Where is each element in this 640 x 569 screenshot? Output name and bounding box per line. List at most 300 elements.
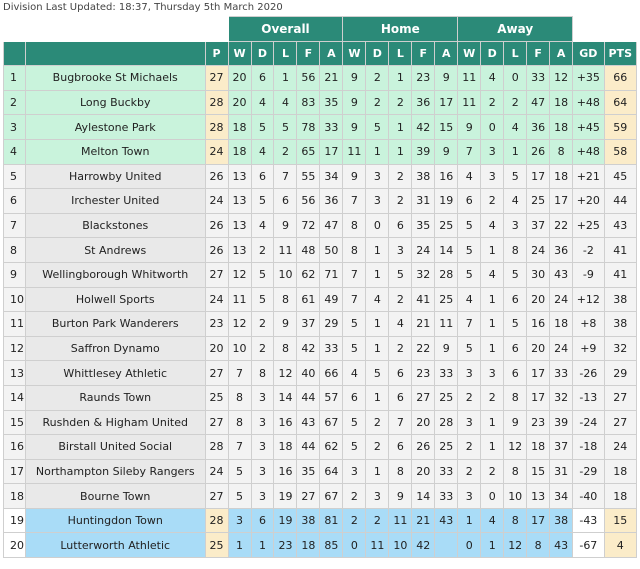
- position-cell: 7: [4, 213, 26, 238]
- col-header-away-f: F: [527, 41, 550, 66]
- away-l-cell: 6: [504, 361, 527, 386]
- home-f-cell: 20: [412, 459, 435, 484]
- away-d-cell: 4: [481, 66, 504, 91]
- home-l-cell: 9: [389, 484, 412, 509]
- overall-w-cell: 11: [228, 287, 251, 312]
- points-cell: 45: [604, 164, 637, 189]
- overall-f-cell: 44: [297, 385, 320, 410]
- home-f-cell: 24: [412, 238, 435, 263]
- table-row: [4, 139, 637, 164]
- overall-a-cell: 33: [320, 336, 343, 361]
- played-cell: 27: [205, 361, 228, 386]
- position-cell: 11: [4, 312, 26, 337]
- goal-difference-cell: -67: [573, 533, 604, 558]
- overall-f-cell: 35: [297, 459, 320, 484]
- points-cell: 29: [604, 361, 637, 386]
- goal-difference-cell: +45: [573, 115, 604, 140]
- goal-difference-cell: +48: [573, 90, 604, 115]
- points-cell: 24: [604, 435, 637, 460]
- overall-f-cell: 56: [297, 189, 320, 214]
- home-f-cell: 41: [412, 287, 435, 312]
- away-d-cell: 4: [481, 213, 504, 238]
- overall-d-cell: 2: [251, 336, 274, 361]
- played-cell: 27: [205, 484, 228, 509]
- home-w-cell: 7: [343, 262, 366, 287]
- home-f-cell: 35: [412, 213, 435, 238]
- points-cell: 18: [604, 484, 637, 509]
- overall-w-cell: 5: [228, 459, 251, 484]
- away-f-cell: 24: [527, 238, 550, 263]
- home-a-cell: [435, 533, 458, 558]
- goal-difference-cell: +21: [573, 164, 604, 189]
- overall-f-cell: 83: [297, 90, 320, 115]
- home-d-cell: 2: [366, 508, 389, 533]
- col-header-home-a: A: [435, 41, 458, 66]
- overall-f-cell: 61: [297, 287, 320, 312]
- away-f-cell: 17: [527, 508, 550, 533]
- home-d-cell: 5: [366, 115, 389, 140]
- home-f-cell: 21: [412, 312, 435, 337]
- away-d-cell: 2: [481, 459, 504, 484]
- overall-l-cell: 14: [274, 385, 297, 410]
- home-w-cell: 8: [343, 238, 366, 263]
- table-row: [4, 435, 637, 460]
- away-d-cell: 4: [481, 262, 504, 287]
- away-w-cell: 2: [458, 459, 481, 484]
- overall-l-cell: 1: [274, 66, 297, 91]
- position-cell: 18: [4, 484, 26, 509]
- col-header-overall-w: W: [228, 41, 251, 66]
- points-cell: 4: [604, 533, 637, 558]
- goal-difference-cell: -40: [573, 484, 604, 509]
- away-f-cell: 16: [527, 312, 550, 337]
- played-cell: 25: [205, 533, 228, 558]
- overall-d-cell: 5: [251, 262, 274, 287]
- played-cell: 23: [205, 312, 228, 337]
- home-f-cell: 22: [412, 336, 435, 361]
- position-cell: 8: [4, 238, 26, 263]
- away-d-cell: 1: [481, 287, 504, 312]
- col-header-overall-a: A: [320, 41, 343, 66]
- overall-f-cell: 37: [297, 312, 320, 337]
- played-cell: 28: [205, 435, 228, 460]
- away-w-cell: 2: [458, 385, 481, 410]
- overall-l-cell: 16: [274, 410, 297, 435]
- col-header-pos: [4, 41, 26, 66]
- home-f-cell: 23: [412, 361, 435, 386]
- home-a-cell: 25: [435, 213, 458, 238]
- home-l-cell: 1: [389, 139, 412, 164]
- position-cell: 9: [4, 262, 26, 287]
- played-cell: 24: [205, 287, 228, 312]
- played-cell: 27: [205, 410, 228, 435]
- away-f-cell: 23: [527, 410, 550, 435]
- col-header-home-f: F: [412, 41, 435, 66]
- home-d-cell: 2: [366, 66, 389, 91]
- away-l-cell: 1: [504, 139, 527, 164]
- col-header-away-w: W: [458, 41, 481, 66]
- team-name-cell: Saffron Dynamo: [25, 336, 205, 361]
- away-w-cell: 6: [458, 189, 481, 214]
- home-d-cell: 3: [366, 484, 389, 509]
- away-d-cell: 1: [481, 533, 504, 558]
- away-l-cell: 8: [504, 385, 527, 410]
- overall-a-cell: 64: [320, 459, 343, 484]
- away-d-cell: 0: [481, 115, 504, 140]
- overall-l-cell: 9: [274, 312, 297, 337]
- overall-a-cell: 62: [320, 435, 343, 460]
- overall-d-cell: 6: [251, 164, 274, 189]
- home-l-cell: 6: [389, 435, 412, 460]
- team-name-cell: Blackstones: [25, 213, 205, 238]
- table-row: [4, 262, 637, 287]
- overall-f-cell: 44: [297, 435, 320, 460]
- overall-l-cell: 23: [274, 533, 297, 558]
- team-name-cell: Huntingdon Town: [25, 508, 205, 533]
- away-w-cell: 7: [458, 139, 481, 164]
- home-a-cell: 25: [435, 435, 458, 460]
- position-cell: 4: [4, 139, 26, 164]
- overall-w-cell: 20: [228, 90, 251, 115]
- goal-difference-cell: +35: [573, 66, 604, 91]
- overall-f-cell: 18: [297, 533, 320, 558]
- away-a-cell: 39: [550, 410, 573, 435]
- table-row: [4, 533, 637, 558]
- overall-w-cell: 20: [228, 66, 251, 91]
- played-cell: 25: [205, 385, 228, 410]
- away-w-cell: 0: [458, 533, 481, 558]
- away-f-cell: 26: [527, 139, 550, 164]
- col-header-p: P: [205, 41, 228, 66]
- away-l-cell: 8: [504, 459, 527, 484]
- overall-l-cell: 19: [274, 508, 297, 533]
- played-cell: 28: [205, 90, 228, 115]
- overall-a-cell: 85: [320, 533, 343, 558]
- home-w-cell: 2: [343, 508, 366, 533]
- away-a-cell: 18: [550, 115, 573, 140]
- home-w-cell: 8: [343, 213, 366, 238]
- home-a-cell: 25: [435, 385, 458, 410]
- home-a-cell: 14: [435, 238, 458, 263]
- home-a-cell: 9: [435, 336, 458, 361]
- away-a-cell: 33: [550, 361, 573, 386]
- points-cell: 41: [604, 238, 637, 263]
- overall-l-cell: 4: [274, 90, 297, 115]
- home-l-cell: 3: [389, 238, 412, 263]
- home-f-cell: 39: [412, 139, 435, 164]
- points-cell: 18: [604, 459, 637, 484]
- overall-d-cell: 2: [251, 238, 274, 263]
- table-row: [4, 410, 637, 435]
- goal-difference-cell: -26: [573, 361, 604, 386]
- overall-l-cell: 8: [274, 287, 297, 312]
- goal-difference-cell: -13: [573, 385, 604, 410]
- played-cell: 27: [205, 66, 228, 91]
- home-d-cell: 1: [366, 238, 389, 263]
- home-a-cell: 33: [435, 361, 458, 386]
- away-l-cell: 12: [504, 533, 527, 558]
- overall-f-cell: 27: [297, 484, 320, 509]
- away-l-cell: 4: [504, 189, 527, 214]
- col-header-away-d: D: [481, 41, 504, 66]
- overall-a-cell: 50: [320, 238, 343, 263]
- points-cell: 27: [604, 385, 637, 410]
- played-cell: 24: [205, 189, 228, 214]
- overall-w-cell: 12: [228, 262, 251, 287]
- overall-l-cell: 2: [274, 139, 297, 164]
- group-header-away: Away: [458, 17, 573, 42]
- home-w-cell: 5: [343, 336, 366, 361]
- away-a-cell: 37: [550, 435, 573, 460]
- team-name-cell: Bugbrooke St Michaels: [25, 66, 205, 91]
- points-cell: 58: [604, 139, 637, 164]
- overall-d-cell: 6: [251, 508, 274, 533]
- points-cell: 38: [604, 312, 637, 337]
- team-name-cell: Lutterworth Athletic: [25, 533, 205, 558]
- overall-l-cell: 12: [274, 361, 297, 386]
- overall-a-cell: 49: [320, 287, 343, 312]
- goal-difference-cell: +20: [573, 189, 604, 214]
- away-w-cell: 5: [458, 262, 481, 287]
- overall-l-cell: 10: [274, 262, 297, 287]
- overall-d-cell: 4: [251, 139, 274, 164]
- group-header-blank-right: [573, 17, 637, 42]
- position-cell: 19: [4, 508, 26, 533]
- home-f-cell: 21: [412, 508, 435, 533]
- away-w-cell: 9: [458, 115, 481, 140]
- away-d-cell: 2: [481, 189, 504, 214]
- overall-d-cell: 4: [251, 90, 274, 115]
- points-cell: 41: [604, 262, 637, 287]
- home-w-cell: 9: [343, 90, 366, 115]
- overall-a-cell: 36: [320, 189, 343, 214]
- goal-difference-cell: -18: [573, 435, 604, 460]
- away-a-cell: 18: [550, 164, 573, 189]
- overall-d-cell: 8: [251, 361, 274, 386]
- goal-difference-cell: +25: [573, 213, 604, 238]
- goal-difference-cell: +12: [573, 287, 604, 312]
- away-f-cell: 17: [527, 361, 550, 386]
- overall-f-cell: 55: [297, 164, 320, 189]
- overall-w-cell: 13: [228, 189, 251, 214]
- group-header-home: Home: [343, 17, 458, 42]
- home-l-cell: 6: [389, 361, 412, 386]
- away-l-cell: 12: [504, 435, 527, 460]
- overall-l-cell: 5: [274, 115, 297, 140]
- away-w-cell: 3: [458, 410, 481, 435]
- away-d-cell: 3: [481, 164, 504, 189]
- col-header-pts: PTS: [604, 41, 637, 66]
- overall-w-cell: 8: [228, 410, 251, 435]
- home-a-cell: 16: [435, 164, 458, 189]
- home-w-cell: 9: [343, 164, 366, 189]
- away-w-cell: 11: [458, 66, 481, 91]
- away-d-cell: 1: [481, 238, 504, 263]
- away-l-cell: 10: [504, 484, 527, 509]
- position-cell: 13: [4, 361, 26, 386]
- table-row: [4, 385, 637, 410]
- away-w-cell: 7: [458, 312, 481, 337]
- away-l-cell: 2: [504, 90, 527, 115]
- home-w-cell: 7: [343, 287, 366, 312]
- away-f-cell: 47: [527, 90, 550, 115]
- home-w-cell: 11: [343, 139, 366, 164]
- away-f-cell: 37: [527, 213, 550, 238]
- home-w-cell: 5: [343, 410, 366, 435]
- home-l-cell: 11: [389, 508, 412, 533]
- team-name-cell: Burton Park Wanderers: [25, 312, 205, 337]
- overall-l-cell: 11: [274, 238, 297, 263]
- home-l-cell: 6: [389, 385, 412, 410]
- overall-f-cell: 62: [297, 262, 320, 287]
- col-header-home-l: L: [389, 41, 412, 66]
- away-w-cell: 5: [458, 238, 481, 263]
- position-cell: 6: [4, 189, 26, 214]
- overall-l-cell: 18: [274, 435, 297, 460]
- table-row: [4, 238, 637, 263]
- group-header-row: [4, 17, 637, 42]
- col-header-home-d: D: [366, 41, 389, 66]
- away-d-cell: 2: [481, 90, 504, 115]
- team-name-cell: Birstall United Social: [25, 435, 205, 460]
- points-cell: 43: [604, 213, 637, 238]
- away-w-cell: 3: [458, 484, 481, 509]
- home-a-cell: 17: [435, 90, 458, 115]
- home-d-cell: 1: [366, 336, 389, 361]
- home-w-cell: 0: [343, 533, 366, 558]
- played-cell: 26: [205, 164, 228, 189]
- home-d-cell: 1: [366, 385, 389, 410]
- overall-d-cell: 3: [251, 410, 274, 435]
- home-l-cell: 2: [389, 336, 412, 361]
- overall-d-cell: 2: [251, 312, 274, 337]
- position-cell: 2: [4, 90, 26, 115]
- overall-l-cell: 8: [274, 336, 297, 361]
- away-w-cell: 5: [458, 336, 481, 361]
- table-row: [4, 287, 637, 312]
- home-f-cell: 31: [412, 189, 435, 214]
- home-f-cell: 32: [412, 262, 435, 287]
- col-header-away-a: A: [550, 41, 573, 66]
- overall-a-cell: 57: [320, 385, 343, 410]
- away-a-cell: 43: [550, 262, 573, 287]
- overall-a-cell: 35: [320, 90, 343, 115]
- away-f-cell: 15: [527, 459, 550, 484]
- team-name-cell: Long Buckby: [25, 90, 205, 115]
- home-a-cell: 28: [435, 262, 458, 287]
- home-l-cell: 7: [389, 410, 412, 435]
- position-cell: 10: [4, 287, 26, 312]
- home-d-cell: 5: [366, 361, 389, 386]
- played-cell: 26: [205, 238, 228, 263]
- played-cell: 24: [205, 459, 228, 484]
- group-header-blank: [4, 17, 229, 42]
- away-a-cell: 34: [550, 484, 573, 509]
- home-l-cell: 1: [389, 66, 412, 91]
- away-f-cell: 17: [527, 164, 550, 189]
- away-l-cell: 9: [504, 410, 527, 435]
- home-w-cell: 5: [343, 435, 366, 460]
- away-l-cell: 8: [504, 508, 527, 533]
- position-cell: 3: [4, 115, 26, 140]
- away-f-cell: 20: [527, 287, 550, 312]
- table-body: [4, 66, 637, 558]
- position-cell: 12: [4, 336, 26, 361]
- away-w-cell: 4: [458, 287, 481, 312]
- points-cell: 32: [604, 336, 637, 361]
- overall-w-cell: 3: [228, 508, 251, 533]
- overall-f-cell: 56: [297, 66, 320, 91]
- position-cell: 1: [4, 66, 26, 91]
- points-cell: 66: [604, 66, 637, 91]
- goal-difference-cell: +48: [573, 139, 604, 164]
- team-name-cell: Irchester United: [25, 189, 205, 214]
- col-header-away-l: L: [504, 41, 527, 66]
- home-f-cell: 38: [412, 164, 435, 189]
- overall-w-cell: 7: [228, 435, 251, 460]
- overall-f-cell: 65: [297, 139, 320, 164]
- overall-f-cell: 72: [297, 213, 320, 238]
- away-l-cell: 5: [504, 262, 527, 287]
- home-f-cell: 42: [412, 533, 435, 558]
- home-d-cell: 3: [366, 164, 389, 189]
- away-f-cell: 13: [527, 484, 550, 509]
- home-l-cell: 4: [389, 312, 412, 337]
- team-name-cell: Rushden & Higham United: [25, 410, 205, 435]
- overall-d-cell: 3: [251, 435, 274, 460]
- home-w-cell: 7: [343, 189, 366, 214]
- table-row: [4, 115, 637, 140]
- home-a-cell: 15: [435, 115, 458, 140]
- away-l-cell: 6: [504, 287, 527, 312]
- overall-d-cell: 3: [251, 459, 274, 484]
- overall-w-cell: 7: [228, 361, 251, 386]
- home-w-cell: 5: [343, 312, 366, 337]
- home-d-cell: 1: [366, 459, 389, 484]
- away-w-cell: 4: [458, 164, 481, 189]
- home-l-cell: 10: [389, 533, 412, 558]
- overall-f-cell: 38: [297, 508, 320, 533]
- away-w-cell: 11: [458, 90, 481, 115]
- home-f-cell: 27: [412, 385, 435, 410]
- col-header-team: [25, 41, 205, 66]
- table-row: [4, 508, 637, 533]
- points-cell: 15: [604, 508, 637, 533]
- away-w-cell: 3: [458, 361, 481, 386]
- home-w-cell: 6: [343, 385, 366, 410]
- overall-w-cell: 8: [228, 385, 251, 410]
- overall-w-cell: 13: [228, 213, 251, 238]
- overall-a-cell: 71: [320, 262, 343, 287]
- position-cell: 16: [4, 435, 26, 460]
- away-l-cell: 8: [504, 238, 527, 263]
- away-a-cell: 24: [550, 336, 573, 361]
- overall-d-cell: 6: [251, 66, 274, 91]
- col-header-overall-f: F: [297, 41, 320, 66]
- away-d-cell: 1: [481, 312, 504, 337]
- played-cell: 20: [205, 336, 228, 361]
- home-l-cell: 1: [389, 115, 412, 140]
- table-row: [4, 164, 637, 189]
- away-a-cell: 17: [550, 189, 573, 214]
- goal-difference-cell: -24: [573, 410, 604, 435]
- away-a-cell: 18: [550, 90, 573, 115]
- points-cell: 27: [604, 410, 637, 435]
- away-a-cell: 12: [550, 66, 573, 91]
- played-cell: 26: [205, 213, 228, 238]
- away-a-cell: 24: [550, 287, 573, 312]
- away-d-cell: 1: [481, 336, 504, 361]
